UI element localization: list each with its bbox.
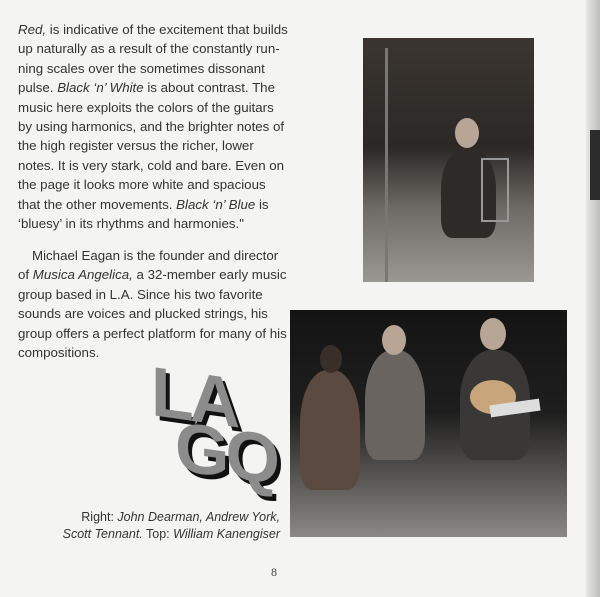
mic-stand bbox=[385, 48, 388, 282]
edge-mark bbox=[590, 130, 600, 200]
italic-title: Black ‘n’ White bbox=[57, 80, 144, 96]
guitarist-head bbox=[382, 325, 406, 355]
page-number: 8 bbox=[271, 565, 277, 579]
body-paragraph-1 bbox=[18, 20, 290, 233]
guitarist-figure bbox=[365, 350, 425, 460]
photo-william-kanengiser bbox=[363, 38, 534, 282]
text: a 32-member early music group based in L.A. Since his two favorite sounds are voices and plucked strings, his group offers a perfect platform for many of his compositions. bbox=[18, 267, 287, 361]
chair bbox=[481, 158, 509, 222]
caption-label: Top: bbox=[142, 527, 174, 541]
italic-title: Musica Angelica, bbox=[32, 267, 133, 283]
italic-title: Red, bbox=[18, 22, 47, 37]
text: is about contrast. The music here exploits the colors of the guitars by using harmonics, and the brighter notes of the high register versus the richer, lower notes. It is very stark, cold and bare. Even on the page it looks more white and spacious that the other movements. bbox=[18, 80, 285, 212]
caption-names: John Dearman, Andrew York, Scott Tennant. bbox=[62, 510, 280, 541]
italic-title: Black ‘n’ Blue bbox=[176, 196, 256, 212]
caption-label: Right: bbox=[81, 510, 118, 524]
text: is ‘bluesy’ in its rhythms and harmonies." bbox=[18, 196, 269, 232]
text: is indicative of the excitement that builds up naturally as a result of the constantly run-ning scales over the sometimes dissonant pulse. bbox=[18, 22, 288, 96]
guitarist-head bbox=[480, 318, 506, 350]
body-paragraph-2 bbox=[18, 246, 290, 362]
text: Michael Eagan is the founder and director of bbox=[18, 248, 279, 283]
photo-la-guitar-quartet bbox=[290, 310, 567, 537]
guitarist-figure bbox=[300, 370, 360, 490]
caption-names: William Kanengiser bbox=[173, 527, 280, 541]
guitarist-head bbox=[320, 345, 342, 373]
logo-text-la: LA bbox=[151, 352, 237, 442]
photo-caption bbox=[60, 509, 280, 543]
lagq-logo bbox=[145, 352, 276, 500]
guitarist-head bbox=[455, 118, 479, 148]
logo-text-gq: GQ bbox=[175, 406, 276, 500]
page-edge bbox=[586, 0, 600, 597]
